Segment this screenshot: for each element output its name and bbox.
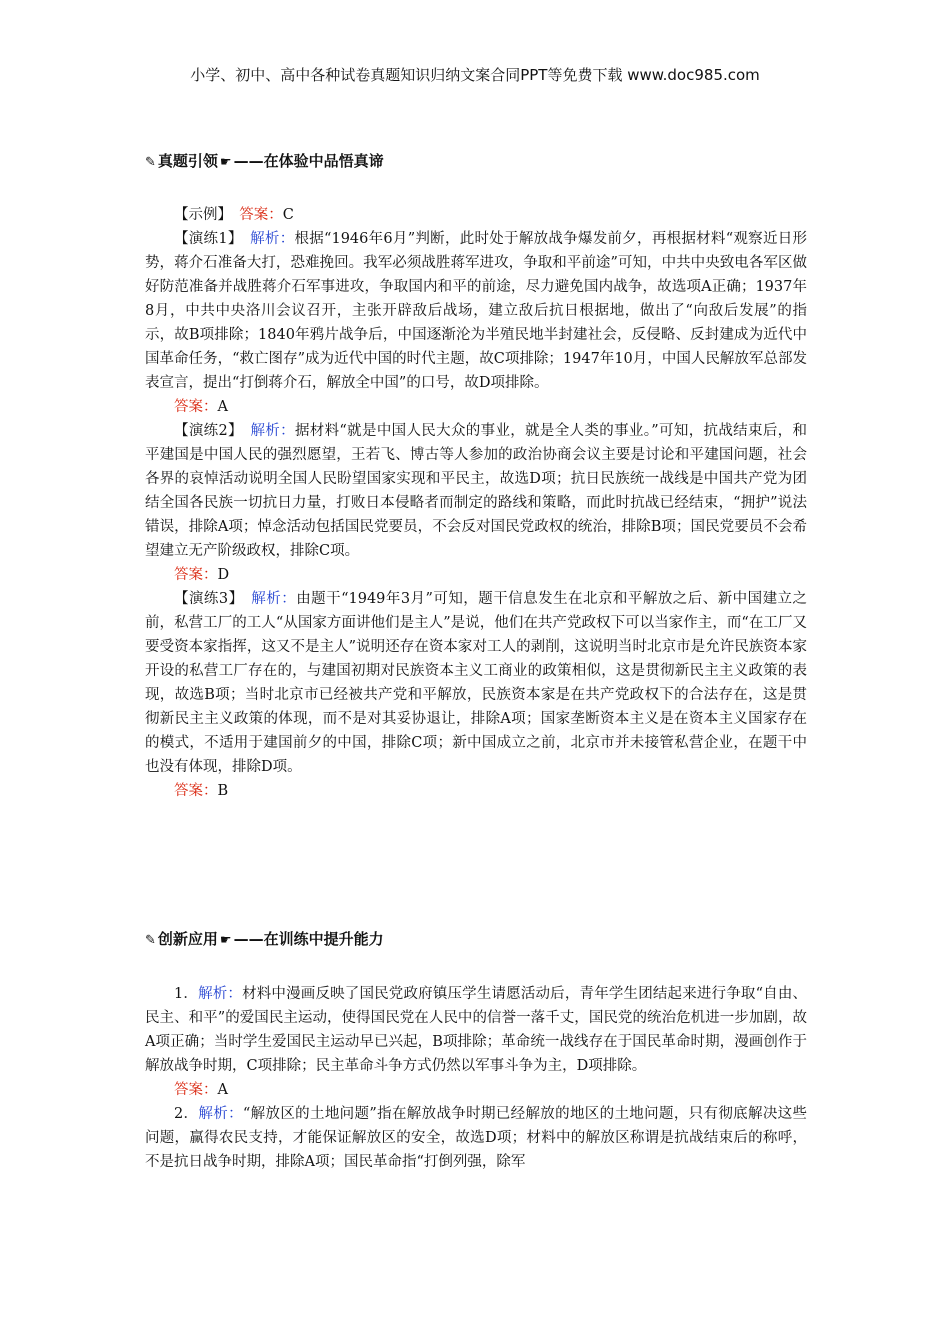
- hand-icon: ☛: [219, 155, 232, 170]
- drill2-paragraph: [145, 419, 807, 563]
- q1-answer-row: [145, 1078, 807, 1102]
- analysis-label: 解析：: [198, 986, 243, 1002]
- section-title: 创新应用: [157, 930, 218, 948]
- section-heading-chuangxin: [145, 928, 384, 949]
- q1-answer: A: [217, 1082, 228, 1098]
- drill3-text: 由题干“1949年3月”可知，题干信息发生在北京和平解放之后、新中国建立之前，私营工厂的工人“从国家方面讲他们是主人”是说，他们在共产党政权下可以当家作主，而“在工厂又要受资本家指挥，这又不是主人”说明还存在资本家对工人的剥削，这说明当时北京市是允许民族资本家开设的私营工厂存在的，与建国初期对民族资本主义工商业的政策相似，这是贯彻新民主主义政策的表现，故选B项；当时北京市已经被共产党和平解放，民族资本家是在共产党政权下的合法存在，这是贯彻新民主主义政策的体现，而不是对其妥协退让，排除A项；国家垄断资本主义是在资本主义国家存在的模式，不适用于建国前夕的中国，排除C项；新中国成立之前，北京市并未接管私营企业，在题干中也没有体现，排除D项。: [145, 591, 808, 775]
- site-header: 小学、初中、高中各种试卷真题知识归纳文案合同PPT等免费下载 www.doc985.com: [190, 66, 760, 84]
- drill2-answer: D: [217, 567, 230, 583]
- answer-label: 答案：: [174, 399, 218, 415]
- drill3-answer-row: [145, 779, 807, 803]
- practice-body: [145, 982, 807, 1174]
- drill3-paragraph: [145, 587, 807, 779]
- drill3-label: 【演练3】: [174, 591, 237, 607]
- analysis-label: 解析：: [198, 1106, 243, 1122]
- answer-body: [145, 203, 807, 803]
- q1-text: 材料中漫画反映了国民党政府镇压学生请愿活动后，青年学生团结起来进行争取“自由、民主、和平”的爱国民主运动，使得国民党在人民中的信誉一落千丈，国民党的统治危机进一步加剧，故A项正确；当时学生爱国民主运动早已兴起，B项排除；革命统一战线存在于国民革命时期，漫画创作于解放战争时期，C项排除；民主革命斗争方式仍然以军事斗争为主，D项排除。: [145, 986, 807, 1074]
- q2-number: 2．: [174, 1106, 199, 1122]
- example-label: 【示例】: [174, 207, 225, 223]
- drill1-label: 【演练1】: [174, 231, 236, 247]
- answer-label: 答案：: [174, 567, 218, 583]
- q1-number: 1．: [174, 986, 199, 1002]
- q1-paragraph: [145, 982, 807, 1078]
- analysis-label: 解析：: [250, 231, 295, 247]
- section-subtitle: ——在体验中品悟真谛: [233, 152, 384, 170]
- q2-text: “解放区的土地问题”指在解放战争时期已经解放的地区的土地问题，只有彻底解决这些问题，赢得农民支持，才能保证解放区的安全，故选D项；材料中的解放区称谓是抗战结束后的称呼，不是抗日战争时期，排除A项；国民革命指“打倒列强，除军: [145, 1106, 808, 1170]
- drill1-answer: A: [217, 399, 228, 415]
- pen-icon: ✎: [145, 933, 156, 948]
- example-answer: C: [282, 207, 294, 223]
- analysis-label: 解析：: [250, 423, 295, 439]
- answer-label: 答案：: [174, 1082, 218, 1098]
- answer-label: 答案：: [174, 783, 218, 799]
- drill1-paragraph: [145, 227, 807, 395]
- section-heading-zhenti: [145, 150, 384, 171]
- drill1-answer-row: [145, 395, 807, 419]
- q2-paragraph: [145, 1102, 807, 1174]
- drill2-label: 【演练2】: [174, 423, 236, 439]
- analysis-label: 解析：: [251, 591, 297, 607]
- example-row: [145, 203, 807, 227]
- pen-icon: ✎: [145, 155, 156, 170]
- drill2-answer-row: [145, 563, 807, 587]
- hand-icon: ☛: [219, 933, 232, 948]
- drill1-text: 根据“1946年6月”判断，此时处于解放战争爆发前夕，再根据材料“观察近日形势，蒋介石准备大打，恐难挽回。我军必须战胜蒋军进攻，争取和平前途”可知，中共中央致电各军区做好防范准备并战胜蒋介石军事进攻，争取国内和平的前途，尽力避免国内战争，故选项A正确；1937年8月，中共中央洛川会议召开，主张开辟敌后战场，建立敌后抗日根据地，做出了“向敌后发展”的指示，故B项排除；1840年鸦片战争后，中国逐渐沦为半殖民地半封建社会，反侵略、反封建成为近代中国革命任务，“救亡图存”成为近代中国的时代主题，故C项排除；1947年10月，中国人民解放军总部发表宣言，提出“打倒蒋介石，解放全中国”的口号，故D项排除。: [145, 231, 808, 391]
- section-title: 真题引领: [157, 152, 218, 170]
- section-subtitle: ——在训练中提升能力: [233, 930, 384, 948]
- drill3-answer: B: [217, 783, 229, 799]
- answer-label: 答案：: [239, 207, 283, 223]
- drill2-text: 据材料“就是中国人民大众的事业，就是全人类的事业。”可知，抗战结束后，和平建国是中国人民的强烈愿望，王若飞、博古等人参加的政治协商会议主要是讨论和平建国问题，社会各界的哀悼活动说明全国人民盼望国家实现和平民主，故选D项；抗日民族统一战线是中国共产党为团结全国各民族一切抗日力量，打败日本侵略者而制定的路线和策略，而此时抗战已经结束，“拥护”说法错误，排除A项；悼念活动包括国民党要员，不会反对国民党政权的统治，排除B项；国民党要员不会希望建立无产阶级政权，排除C项。: [145, 423, 807, 559]
